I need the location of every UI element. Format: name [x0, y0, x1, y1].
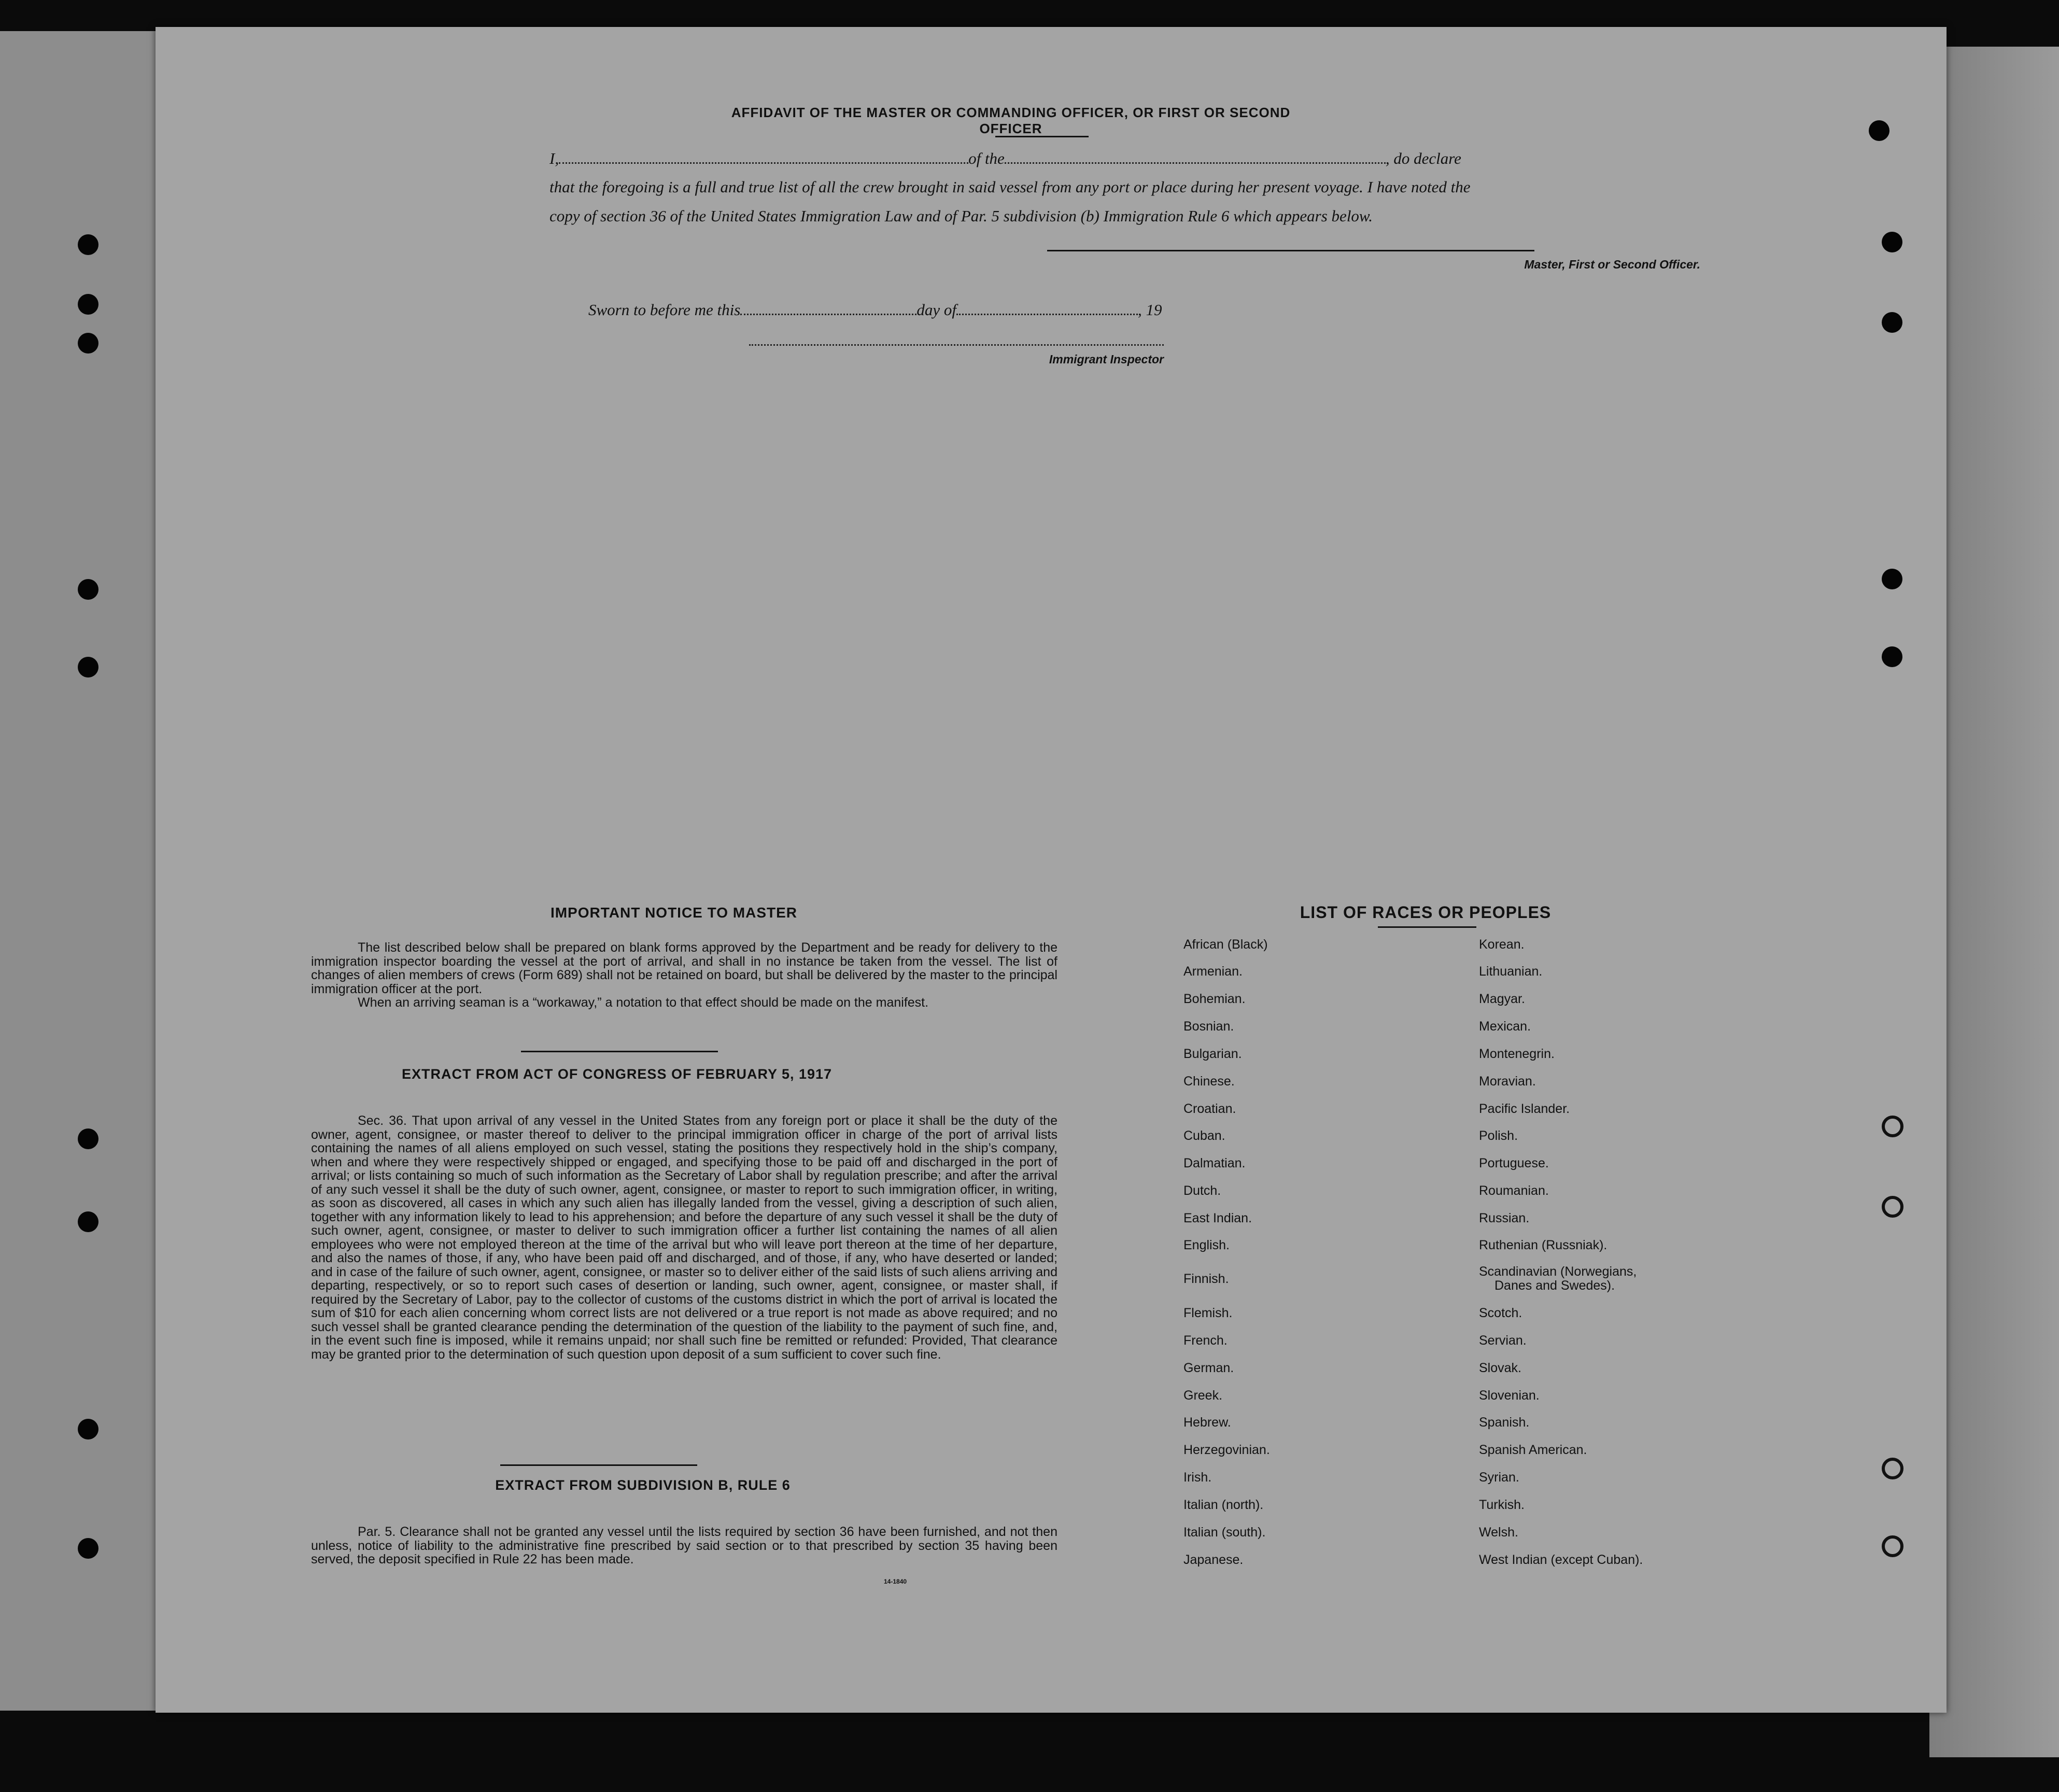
race-item: Russian. [1479, 1211, 1530, 1225]
race-item: Italian (north). [1183, 1498, 1264, 1512]
race-item: English. [1183, 1238, 1230, 1252]
notice-text [311, 941, 1057, 1010]
binder-hole [1882, 232, 1902, 252]
race-item: Scotch. [1479, 1306, 1522, 1320]
day-of-label: day of [916, 301, 956, 319]
race-item: Bohemian. [1183, 992, 1246, 1006]
binder-hole [78, 1419, 98, 1440]
binder-hole [78, 294, 98, 315]
race-item: Dalmatian. [1183, 1156, 1246, 1170]
binder-hole [78, 234, 98, 255]
declaration-line-2: that the foregoing is a full and true list of all the crew brought in said vessel from any port or place during her present voyage. I have noted the [549, 178, 1471, 196]
race-item: Portuguese. [1479, 1156, 1549, 1170]
race-item: Herzegovinian. [1183, 1443, 1270, 1457]
binder-hole [1882, 1116, 1903, 1137]
act-paragraph: Sec. 36. That upon arrival of any vessel in the United States from any foreign port or place it shall be the duty of the owner, agent, consignee, or master thereof to deliver to the principal immigration officer in charge of the port of arrival lists containing the names of all aliens employed on such vessel, stating the positions they respectively hold in the ship’s company, when and where they were respectively shipped or engaged, and specifying those to be paid off and discharged in the port of arrival; or lists containing so much of such information as the Secretary of Labor shall by regulation prescribe; and after the arrival of any such vessel it shall be the duty of such owner, agent, consignee, or master to report to such immigration officer, in writing, as soon as discovered, all cases in which any such alien has illegally landed from the vessel, giving a description of such alien, together with any information likely to lead to his apprehension; and before the departure of any such vessel it shall be the duty of such owner, agent, consignee, or master to deliver to such immigration officer a further list containing the names of all alien employees who were not employed thereon at the time of the arrival but who will leave port thereon at the time of her departure, and also the names of those, if any, who have been paid off and discharged, and of those, if any, who have deserted or landed; and in case of the failure of such owner, agent, consignee, or master so to deliver either of the said lists of such aliens arriving and departing, respectively, or so to report such cases of desertion or landing, such owner, agent, consignee, or master shall, if required by the Secretary of Labor, pay to the collector of customs of the customs district in which the port of arrival is located the sum of $10 for each alien concerning whom correct lists are not delivered or a true report is not made as above required; and no such vessel shall be granted clearance pending the determination of the question of the liability to the payment of such fine, and, in the event such fine is imposed, while it remains unpaid; nor shall such fine be remitted or refunded: Provided, That clearance may be granted prior to the determination of such question upon deposit of a sum sufficient to cover such fine. [311, 1113, 1057, 1362]
race-item: African (Black) [1183, 937, 1268, 952]
race-item: Finnish. [1183, 1272, 1229, 1286]
race-item: Mexican. [1479, 1019, 1531, 1034]
sworn-month-field[interactable] [956, 314, 1138, 315]
race-item: Montenegrin. [1479, 1047, 1555, 1061]
races-title: LIST OF RACES OR PEOPLES [1300, 903, 1552, 922]
declaration-line-3: copy of section 36 of the United States Immigration Law and of Par. 5 subdivision (b) Immigration Rule 6 which appears below. [549, 207, 1373, 225]
notice-title: IMPORTANT NOTICE TO MASTER [550, 905, 798, 921]
divider [500, 1464, 697, 1466]
sworn-day-field[interactable] [740, 314, 916, 315]
race-item: Pacific Islander. [1479, 1102, 1570, 1116]
race-item: Magyar. [1479, 992, 1525, 1006]
i-label: I, [549, 149, 559, 167]
year-label: , 19 [1137, 301, 1162, 319]
do-declare-label: , do declare [1385, 149, 1461, 167]
divider [995, 136, 1089, 137]
binder-hole [1882, 1458, 1903, 1479]
race-item: Italian (south). [1183, 1525, 1266, 1540]
signature-line[interactable] [1047, 250, 1534, 251]
binder-hole [1882, 312, 1902, 333]
race-item: Hebrew. [1183, 1415, 1231, 1430]
act-extract-text [311, 1114, 1057, 1361]
binder-hole [78, 1128, 98, 1149]
binder-hole [1882, 569, 1902, 589]
sworn-line [588, 301, 1162, 319]
race-item: Japanese. [1183, 1553, 1244, 1567]
race-item: Turkish. [1479, 1498, 1525, 1512]
race-item: Armenian. [1183, 964, 1243, 979]
race-item: Welsh. [1479, 1525, 1518, 1540]
signature-caption: Master, First or Second Officer. [1524, 258, 1700, 271]
subdivision-extract-text [311, 1525, 1057, 1567]
declaration-line-1 [549, 144, 1700, 174]
vessel-field[interactable] [1005, 162, 1386, 164]
scan-edge-left [0, 31, 156, 1711]
race-item: Scandinavian (Norwegians, [1479, 1264, 1637, 1279]
race-item: Dutch. [1183, 1183, 1221, 1198]
subdivision-paragraph: Par. 5. Clearance shall not be granted any vessel until the lists required by section 36 have been furnished, and not then unless, notice of liability to the administrative fine prescribed by said section or to that prescribed by section 35 having been served, the deposit specified in Rule 22 has been made. [311, 1525, 1057, 1567]
race-item: Ruthenian (Russniak). [1479, 1238, 1607, 1252]
notice-paragraph: The list described below shall be prepared on blank forms approved by the Department and be ready for delivery to the immigration inspector boarding the vessel at the port of arrival, and shall in no instance be taken from the vessel. The list of changes of alien members of crews (Form 689) shall not be retained on board, but shall be delivered by the master to the principal immigration officer at the port. [311, 940, 1057, 996]
binder-hole [1882, 1535, 1903, 1557]
race-item: Bosnian. [1183, 1019, 1234, 1034]
binder-hole [78, 1211, 98, 1232]
race-item: Spanish American. [1479, 1443, 1587, 1457]
binder-hole [1869, 120, 1889, 141]
race-item: Roumanian. [1479, 1183, 1549, 1198]
manifest-back-page [156, 27, 1947, 1713]
race-item: Servian. [1479, 1333, 1527, 1348]
binder-hole [78, 579, 98, 600]
race-item: Spanish. [1479, 1415, 1530, 1430]
race-item: Moravian. [1479, 1074, 1536, 1089]
divider [1378, 926, 1476, 928]
inspector-signature-line[interactable] [749, 344, 1164, 346]
race-item: Danes and Swedes). [1494, 1278, 1615, 1293]
name-field[interactable] [559, 162, 968, 164]
scan-edge-right [1929, 47, 2059, 1757]
race-item: French. [1183, 1333, 1228, 1348]
race-item: Bulgarian. [1183, 1047, 1242, 1061]
race-item: West Indian (except Cuban). [1479, 1553, 1643, 1567]
race-item: Slovenian. [1479, 1388, 1540, 1403]
race-item: Irish. [1183, 1470, 1212, 1485]
divider [521, 1051, 718, 1052]
race-item: Lithuanian. [1479, 964, 1543, 979]
race-item: Cuban. [1183, 1128, 1225, 1143]
race-item: Slovak. [1479, 1361, 1521, 1375]
binder-hole [1882, 646, 1902, 667]
form-number: 14-1840 [884, 1578, 907, 1585]
race-item: Croatian. [1183, 1102, 1236, 1116]
affidavit-title: AFFIDAVIT OF THE MASTER OR COMMANDING OFFICER, OR FIRST OR SECOND OFFICER [731, 105, 1291, 136]
race-item: East Indian. [1183, 1211, 1252, 1225]
binder-hole [1882, 1196, 1903, 1218]
race-item: German. [1183, 1361, 1234, 1375]
binder-hole [78, 657, 98, 678]
race-item: Korean. [1479, 937, 1525, 952]
inspector-caption: Immigrant Inspector [1049, 352, 1164, 366]
subdivision-extract-title: EXTRACT FROM SUBDIVISION B, RULE 6 [495, 1477, 791, 1493]
of-the-label: of the [968, 149, 1005, 167]
act-extract-title: EXTRACT FROM ACT OF CONGRESS OF FEBRUARY 5, 1917 [401, 1066, 833, 1082]
sworn-label: Sworn to before me this [588, 301, 741, 319]
notice-paragraph: When an arriving seaman is a “workaway,” a notation to that effect should be made on the manifest. [358, 995, 929, 1010]
race-item: Polish. [1479, 1128, 1518, 1143]
binder-hole [78, 1538, 98, 1559]
race-item: Syrian. [1479, 1470, 1519, 1485]
race-item: Chinese. [1183, 1074, 1235, 1089]
race-item: Flemish. [1183, 1306, 1233, 1320]
binder-hole [78, 333, 98, 354]
race-item: Greek. [1183, 1388, 1223, 1403]
